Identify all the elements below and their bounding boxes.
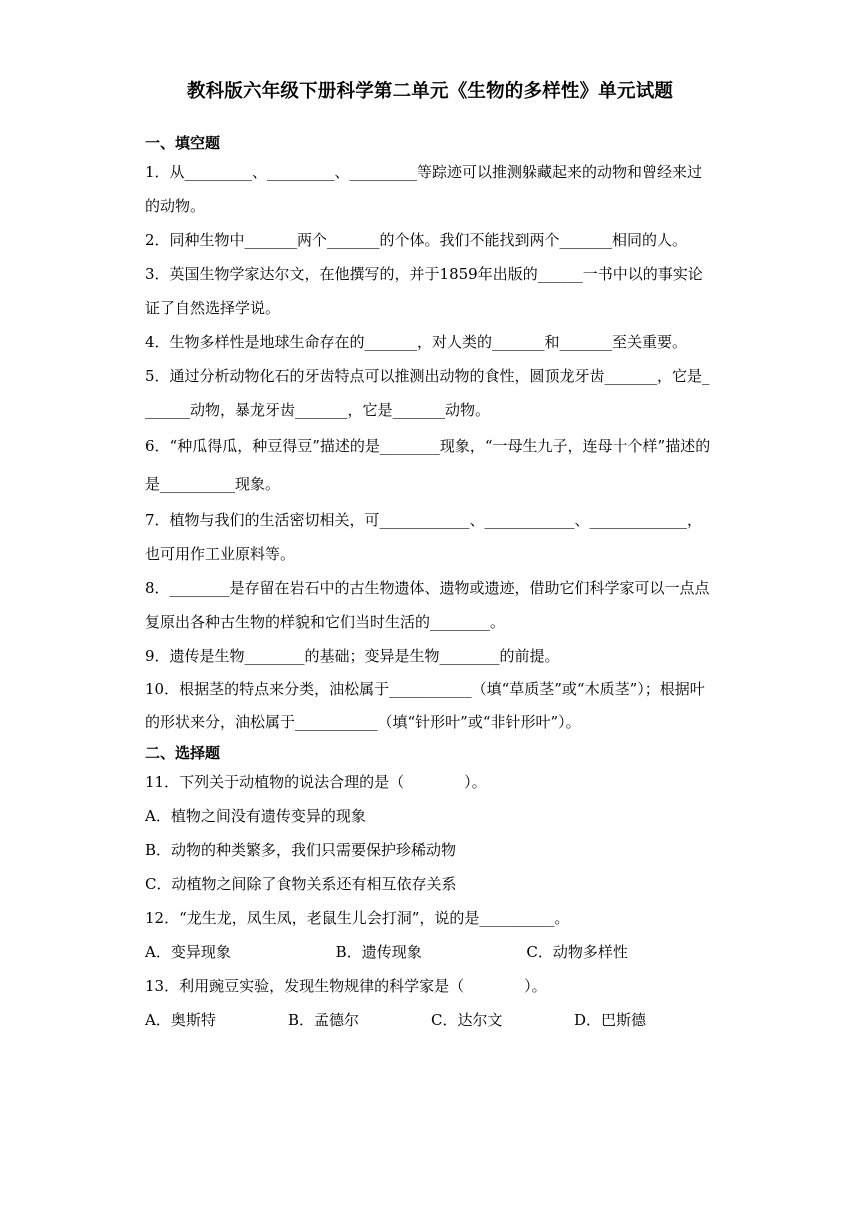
question-13: 13．利用豌豆实验，发现生物规律的科学家是（ ）。 (145, 977, 547, 995)
question-11-option-a: A．植物之间没有遗传变异的现象 (145, 807, 366, 825)
question-7: 7．植物与我们的生活密切相关，可____________、____________、_____________，也可用作工业原料等。 (145, 511, 703, 563)
question-11-option-b: B．动物的种类繁多，我们只需要保护珍稀动物 (145, 841, 457, 859)
question-13-option-b: B．孟德尔 (288, 1011, 360, 1029)
question-5: 5．通过分析动物化石的牙齿特点可以推测出动物的食性，圆顶龙牙齿_______，它是_______动物，暴龙牙齿_______，它是_______动物。 (145, 367, 710, 419)
question-1: 1．从_________、_________、_________等踪迹可以推测躲藏起来的动物和曾经来过的动物。 (145, 163, 703, 215)
question-12-option-c: C．动物多样性 (526, 943, 628, 961)
question-12-option-a: A．变异现象 (145, 943, 231, 961)
question-11: 11．下列关于动植物的说法合理的是（ ）。 (145, 773, 487, 791)
question-3: 3．英国生物学家达尔文，在他撰写的，并于1859年出版的______一书中以的事实论证了自然选择学说。 (145, 265, 703, 317)
question-9: 9．遗传是生物________的基础；变异是生物________的前提。 (145, 647, 560, 665)
question-13-option-d: D．巴斯德 (574, 1011, 647, 1029)
exam-page (145, 72, 717, 1037)
question-11-option-c: C．动植物之间除了食物关系还有相互依存关系 (145, 875, 457, 893)
question-13-options (145, 1003, 717, 1037)
question-4: 4．生物多样性是地球生命存在的_______，对人类的_______和_______至关重要。 (145, 333, 688, 351)
section-heading-multiple-choice: 二、选择题 (145, 744, 221, 762)
question-6: 6．“种瓜得瓜，种豆得豆”描述的是________现象，“一母生九子，连母十个样”描述的是__________现象。 (145, 437, 711, 493)
section-heading-fill-in: 一、填空题 (145, 134, 221, 152)
question-10: 10．根据茎的特点来分类，油松属于___________（填“草质茎”或“木质茎”）；根据叶的形状来分，油松属于___________（填“针形叶”或“非针形叶”）。 (145, 680, 705, 731)
question-12-option-b: B．遗传现象 (335, 943, 422, 961)
question-13-option-c: C．达尔文 (431, 1011, 503, 1029)
question-8: 8．________是存留在岩石中的古生物遗体、遗物或遗迹，借助它们科学家可以一点点复原出各种古生物的样貌和它们当时生活的________。 (145, 579, 710, 631)
question-13-option-a: A．奥斯特 (145, 1011, 216, 1029)
page-title: 教科版六年级下册科学第二单元《生物的多样性》单元试题 (186, 81, 674, 102)
question-12-options (145, 935, 717, 969)
question-12: 12．“龙生龙，凤生凤，老鼠生儿会打洞”，说的是__________。 (145, 909, 570, 927)
question-2: 2．同种生物中_______两个_______的个体。我们不能找到两个_______相同的人。 (145, 231, 688, 249)
